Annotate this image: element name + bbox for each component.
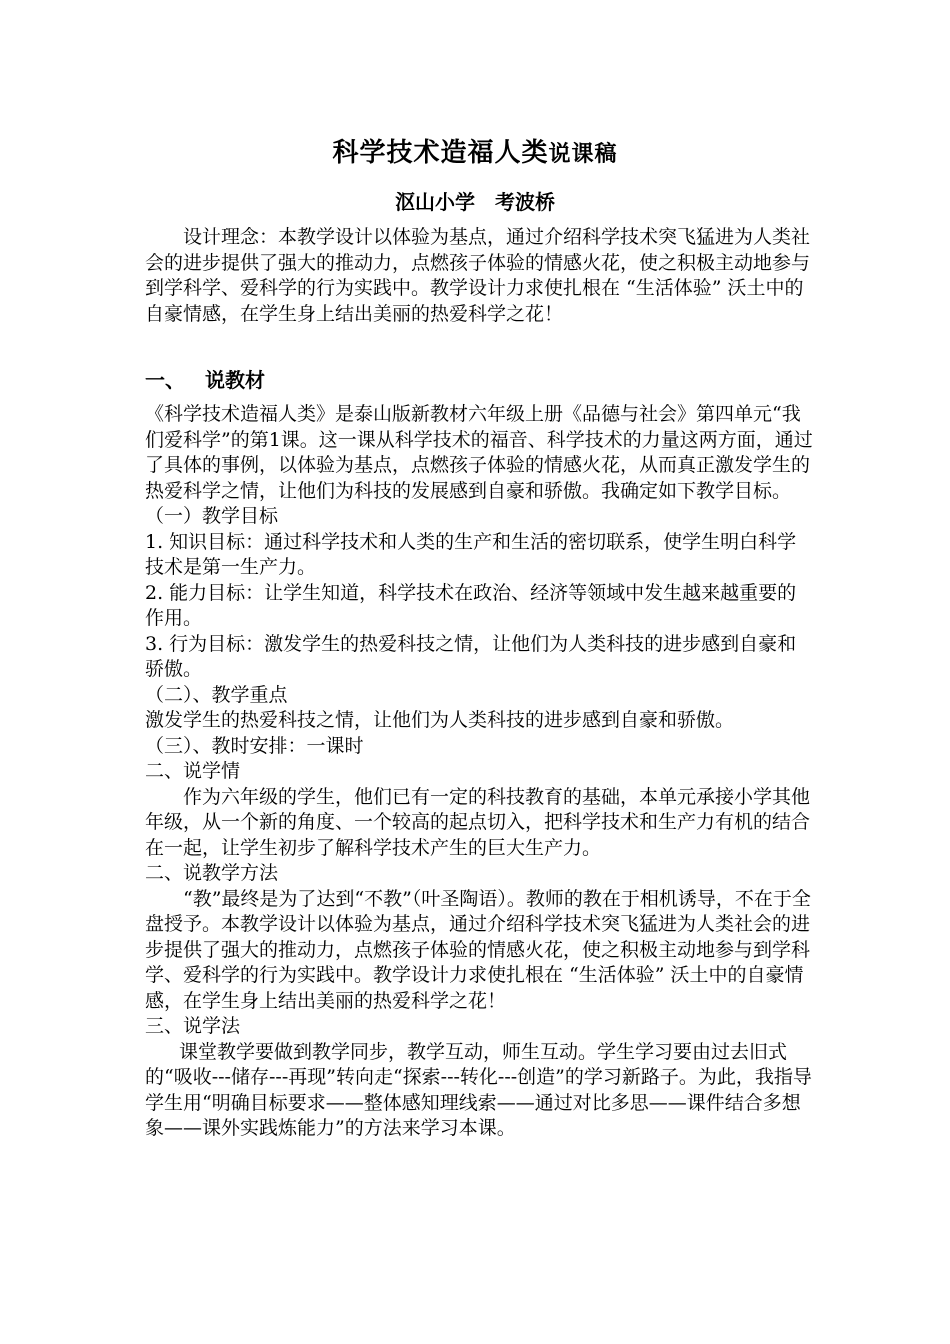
section-heading-textbook — [145, 364, 265, 393]
goal-behavior: 3. 行为目标：激发学生的热爱科技之情，让他们为人类科技的进步感到自豪和骄傲。 — [145, 632, 797, 680]
section-label: 说教材 — [205, 368, 265, 392]
method-paragraph: “教”最终是为了达到“不教”（叶圣陶语）。教师的教在于相机诱导，不在于全盘授予。本教学设计以体验为基点，通过介绍科学技术突飞猛进为人类社会的进步提供了强大的推动力，点燃孩子体验的情感火花，使之积极主动地参与到学科学、爱科学的行为实践中。教学设计力求使扎根在 “生活体验” 沃土中的自豪情感，在学生身上结出美丽的热爱科学之花！ — [145, 887, 811, 1012]
textbook-paragraph: 《科学技术造福人类》是泰山版新教材六年级上册《品德与社会》第四单元“我们爱科学”的第1课。这一课从科学技术的福音、科学技术的力量这两方面，通过了具体的事例，以体验为基点，点燃孩子体验的情感火花，从而真正激发学生的热爱科学之情，让他们为科技的发展感到自豪和骄傲。我确定如下教学目标。 — [145, 403, 813, 502]
goals-heading: （一）教学目标 — [145, 505, 279, 527]
section-heading-learning: 三、说学法 — [145, 1015, 241, 1037]
goal-knowledge: 1. 知识目标：通过科学技术和人类的生产和生活的密切联系，使学生明白科学技术是第一生产力。 — [145, 530, 797, 578]
goal-ability: 2. 能力目标：让学生知道，科学技术在政治、经济等领域中发生越来越重要的作用。 — [145, 581, 797, 629]
time-arrangement: （三）、教时安排：一课时 — [145, 734, 364, 757]
main-content — [145, 402, 815, 1142]
learning-paragraph: 课堂教学要做到教学同步，教学互动，师生互动。学生学习要由过去旧式的“吸收---储存---再现”转向走“探索---转化---创造”的学习新路子。为此，我指导学生用“明确目标要求——整体感知理线索——通过对比多思——课件结合多想象——课外实践炼能力”的方法来学习本课。 — [145, 1040, 812, 1139]
section-number: 一、 — [145, 368, 185, 392]
key-point-heading: （二）、教学重点 — [145, 683, 288, 706]
key-point-text: 激发学生的热爱科技之情，让他们为人类科技的进步感到自豪和骄傲。 — [145, 709, 735, 731]
design-concept-paragraph: 设计理念：本教学设计以体验为基点，通过介绍科学技术突飞猛进为人类社会的进步提供了强大的推动力，点燃孩子体验的情感火花，使之积极主动地参与到学科学、爱科学的行为实践中。教学设计力求使扎根在 “生活体验” 沃土中的自豪情感，在学生身上结出美丽的热爱科学之花！ — [145, 226, 811, 325]
title-suffix: 说课稿 — [548, 141, 618, 167]
author-line: 沤山小学 考波桥 — [395, 190, 555, 214]
section-heading-method: 二、说教学方法 — [145, 862, 279, 884]
document-title — [0, 132, 950, 169]
title-main: 科学技术造福人类 — [332, 138, 549, 168]
students-paragraph: 作为六年级的学生，他们已有一定的科技教育的基础，本单元承接小学其他年级，从一个新的角度、一个较高的起点切入，把科学技术和生产力有机的结合在一起，让学生初步了解科学技术产生的巨大生产力。 — [145, 785, 811, 859]
section-heading-students: 二、说学情 — [145, 760, 241, 782]
